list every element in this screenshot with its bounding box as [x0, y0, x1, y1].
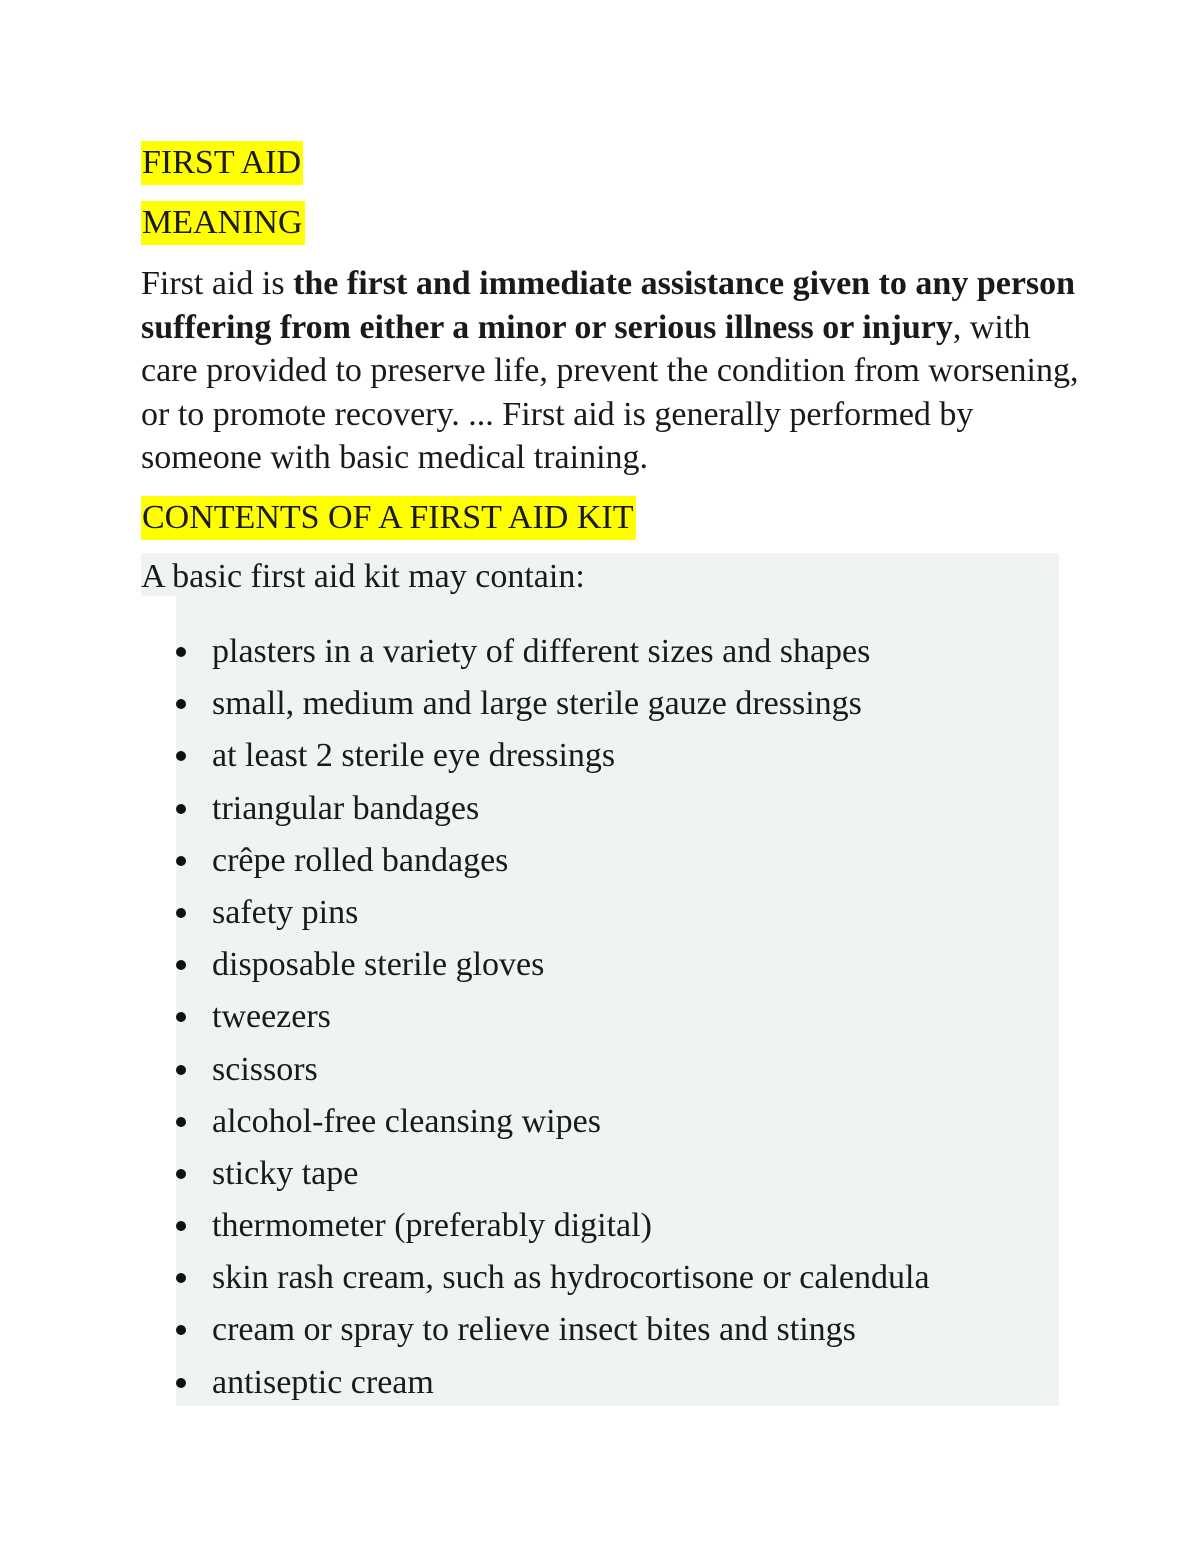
list-item	[176, 787, 1056, 839]
list-item-text: disposable sterile gloves	[212, 946, 545, 984]
bullet-icon	[176, 1117, 186, 1127]
list-item	[176, 995, 1056, 1047]
list-item-text: plasters in a variety of different sizes and shapes	[212, 633, 871, 670]
list-item	[176, 682, 1056, 734]
bullet-icon	[176, 804, 186, 814]
list-item-text: alcohol-free cleansing wipes	[212, 1102, 601, 1140]
bullet-icon	[176, 856, 186, 866]
kit-items-list	[176, 630, 1056, 1413]
list-item-text: scissors	[212, 1050, 318, 1088]
meaning-lead: First aid is	[141, 265, 294, 302]
bullet-icon	[176, 1065, 186, 1075]
list-item	[176, 1204, 1056, 1256]
list-item-text: tweezers	[212, 998, 331, 1036]
list-item-text: cream or spray to relieve insect bites and stings	[212, 1311, 856, 1349]
bullet-icon	[176, 1012, 186, 1022]
meaning-bold-definition: the first and immediate assistance given to any person suffering from either a minor or serious illness or injury	[141, 265, 1076, 346]
list-item	[176, 1100, 1056, 1152]
heading-meaning: MEANING	[141, 201, 305, 245]
list-item	[176, 1256, 1056, 1308]
list-item	[176, 1361, 1056, 1413]
list-item-text: thermometer (preferably digital)	[212, 1207, 652, 1245]
bullet-icon	[176, 647, 186, 657]
bullet-icon	[176, 1325, 186, 1335]
meaning-rest: , with care provided to preserve life, prevent the condition from worsening, or to promote recovery. ... First aid is generally performed by someone with basic medical training.	[141, 308, 1079, 476]
list-item	[176, 1048, 1056, 1100]
bullet-icon	[176, 1169, 186, 1179]
bullet-icon	[176, 1221, 186, 1231]
list-item-text: skin rash cream, such as hydrocortisone or calendula	[212, 1259, 930, 1297]
meaning-paragraph	[141, 262, 1081, 480]
list-item-text: triangular bandages	[212, 789, 480, 827]
list-item	[176, 891, 1056, 943]
heading-contents-of-kit: CONTENTS OF A FIRST AID KIT	[141, 496, 636, 540]
list-item	[176, 1308, 1056, 1360]
bullet-icon	[176, 960, 186, 970]
bullet-icon	[176, 751, 186, 761]
bullet-icon	[176, 1273, 186, 1283]
list-item	[176, 839, 1056, 891]
bullet-icon	[176, 1378, 186, 1388]
list-item-text: small, medium and large sterile gauze dressings	[212, 685, 862, 723]
list-item-text: sticky tape	[212, 1154, 359, 1192]
heading-first-aid: FIRST AID	[141, 141, 303, 185]
list-item-text: at least 2 sterile eye dressings	[212, 737, 616, 775]
list-item	[176, 630, 1056, 682]
list-item-text: crêpe rolled bandages	[212, 841, 509, 879]
bullet-icon	[176, 908, 186, 918]
list-item-text: safety pins	[212, 893, 359, 931]
list-item	[176, 734, 1056, 786]
list-item	[176, 1152, 1056, 1204]
bullet-icon	[176, 699, 186, 709]
kit-intro-text: A basic first aid kit may contain:	[141, 558, 585, 595]
list-item	[176, 943, 1056, 995]
list-item-text: antiseptic cream	[212, 1363, 434, 1401]
